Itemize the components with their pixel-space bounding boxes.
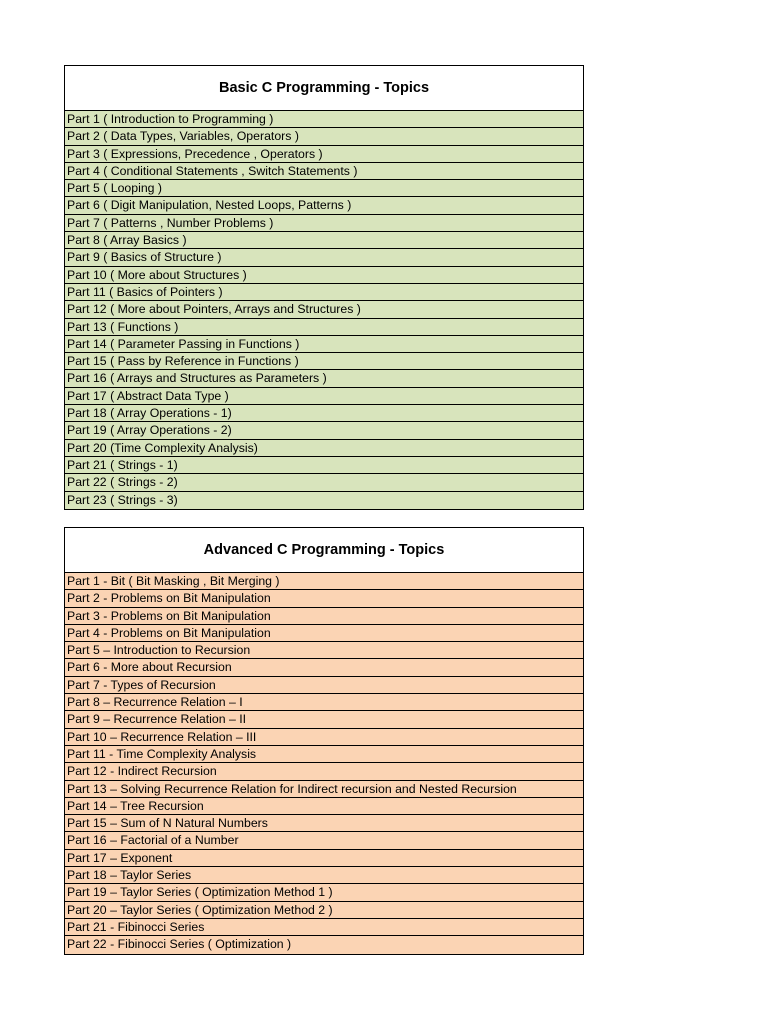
- basic-topic-row: Part 6 ( Digit Manipulation, Nested Loops, Patterns ): [65, 197, 583, 214]
- basic-topics-title: Basic C Programming - Topics: [65, 66, 583, 111]
- basic-topic-row: Part 9 ( Basics of Structure ): [65, 249, 583, 266]
- advanced-topic-row: Part 9 – Recurrence Relation – II: [65, 711, 583, 728]
- advanced-topic-row: Part 16 – Factorial of a Number: [65, 832, 583, 849]
- basic-topics-table: [64, 65, 584, 510]
- basic-topic-row: Part 21 ( Strings - 1): [65, 457, 583, 474]
- advanced-topic-row: Part 2 - Problems on Bit Manipulation: [65, 590, 583, 607]
- advanced-topic-row: Part 8 – Recurrence Relation – I: [65, 694, 583, 711]
- basic-topic-row: Part 19 ( Array Operations - 2): [65, 422, 583, 439]
- basic-topic-row: Part 17 ( Abstract Data Type ): [65, 388, 583, 405]
- advanced-topic-row: Part 15 – Sum of N Natural Numbers: [65, 815, 583, 832]
- advanced-topic-row: Part 12 - Indirect Recursion: [65, 763, 583, 780]
- advanced-topic-row: Part 5 – Introduction to Recursion: [65, 642, 583, 659]
- advanced-topic-row: Part 17 – Exponent: [65, 850, 583, 867]
- advanced-topic-row: Part 3 - Problems on Bit Manipulation: [65, 608, 583, 625]
- basic-topic-row: Part 2 ( Data Types, Variables, Operators ): [65, 128, 583, 145]
- basic-topic-row: Part 20 (Time Complexity Analysis): [65, 440, 583, 457]
- advanced-topic-row: Part 10 – Recurrence Relation – III: [65, 729, 583, 746]
- advanced-topics-rows: [65, 573, 583, 954]
- basic-topic-row: Part 3 ( Expressions, Precedence , Operators ): [65, 146, 583, 163]
- basic-topic-row: Part 23 ( Strings - 3): [65, 492, 583, 509]
- basic-topic-row: Part 10 ( More about Structures ): [65, 267, 583, 284]
- basic-topic-row: Part 12 ( More about Pointers, Arrays and Structures ): [65, 301, 583, 318]
- advanced-topic-row: Part 19 – Taylor Series ( Optimization Method 1 ): [65, 884, 583, 901]
- basic-topic-row: Part 7 ( Patterns , Number Problems ): [65, 215, 583, 232]
- advanced-topic-row: Part 1 - Bit ( Bit Masking , Bit Merging ): [65, 573, 583, 590]
- basic-topic-row: Part 15 ( Pass by Reference in Functions ): [65, 353, 583, 370]
- advanced-topic-row: Part 11 - Time Complexity Analysis: [65, 746, 583, 763]
- advanced-topic-row: Part 6 - More about Recursion: [65, 659, 583, 676]
- basic-topic-row: Part 16 ( Arrays and Structures as Parameters ): [65, 370, 583, 387]
- basic-topic-row: Part 18 ( Array Operations - 1): [65, 405, 583, 422]
- basic-topics-rows: [65, 111, 583, 509]
- basic-topic-row: Part 8 ( Array Basics ): [65, 232, 583, 249]
- advanced-topic-row: Part 7 - Types of Recursion: [65, 677, 583, 694]
- advanced-topic-row: Part 21 - Fibinocci Series: [65, 919, 583, 936]
- basic-topic-row: Part 14 ( Parameter Passing in Functions ): [65, 336, 583, 353]
- advanced-topics-table: [64, 527, 584, 955]
- advanced-topic-row: Part 13 – Solving Recurrence Relation for Indirect recursion and Nested Recursion: [65, 781, 583, 798]
- advanced-topic-row: Part 14 – Tree Recursion: [65, 798, 583, 815]
- basic-topic-row: Part 22 ( Strings - 2): [65, 474, 583, 491]
- basic-topic-row: Part 13 ( Functions ): [65, 319, 583, 336]
- basic-topic-row: Part 1 ( Introduction to Programming ): [65, 111, 583, 128]
- basic-topic-row: Part 11 ( Basics of Pointers ): [65, 284, 583, 301]
- advanced-topic-row: Part 18 – Taylor Series: [65, 867, 583, 884]
- basic-topic-row: Part 4 ( Conditional Statements , Switch Statements ): [65, 163, 583, 180]
- advanced-topic-row: Part 4 - Problems on Bit Manipulation: [65, 625, 583, 642]
- advanced-topic-row: Part 20 – Taylor Series ( Optimization Method 2 ): [65, 902, 583, 919]
- basic-topic-row: Part 5 ( Looping ): [65, 180, 583, 197]
- advanced-topic-row: Part 22 - Fibinocci Series ( Optimization ): [65, 936, 583, 953]
- advanced-topics-title: Advanced C Programming - Topics: [65, 528, 583, 573]
